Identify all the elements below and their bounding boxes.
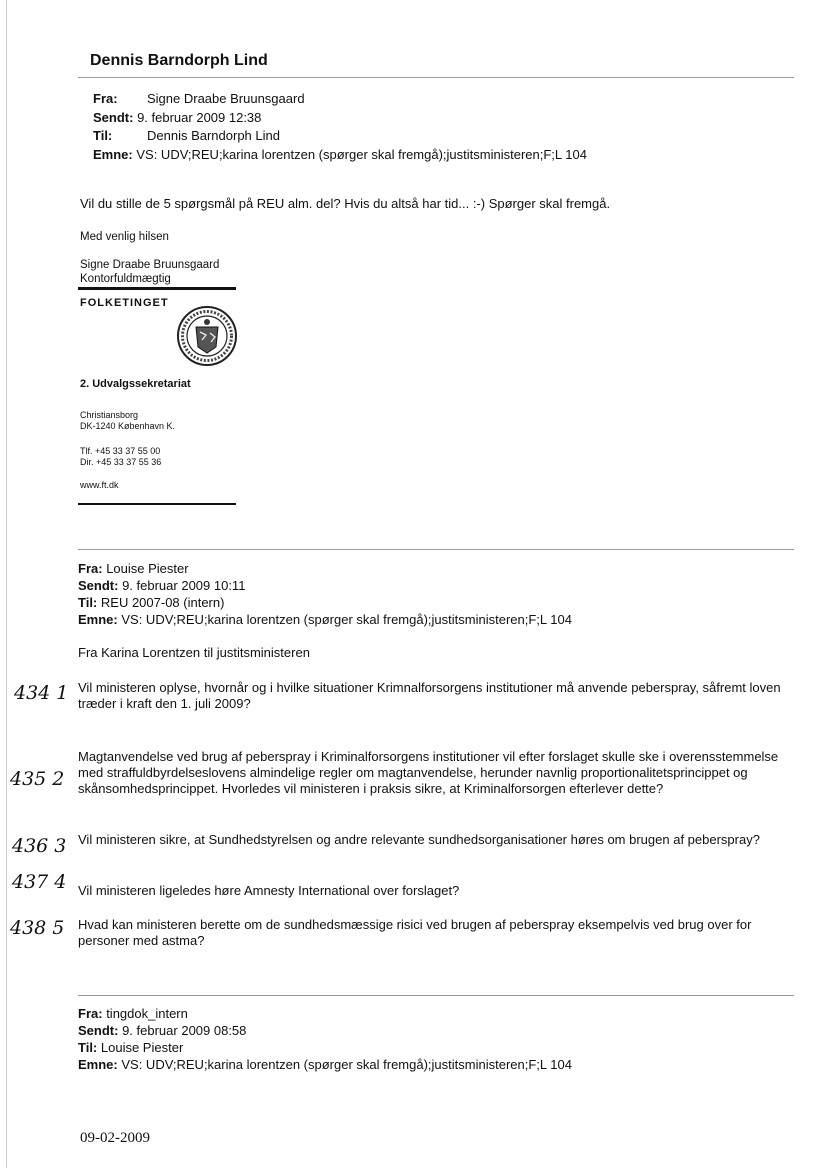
email1-sent: 9. februar 2009 12:38 xyxy=(137,109,262,125)
email1-body: Vil du stille de 5 spørgsmål på REU alm. del? Hvis du altså har tid... :-) Spørger skal fremgå. xyxy=(80,196,611,211)
signature-address2: DK-1240 København K. xyxy=(80,421,176,431)
email3-divider xyxy=(78,995,794,996)
email2-intro: Fra Karina Lorentzen til justitsministeren xyxy=(78,645,310,660)
handwritten-note: 436 3 xyxy=(12,835,67,857)
signature-web: www.ft.dk xyxy=(80,480,119,490)
question-text: Hvad kan ministeren berette om de sundhedsmæssige risici ved brugen af peberspray eksempelvis ved brug over for personer med astma? xyxy=(78,917,752,948)
email3-header: Fra: tingdok_intern Sendt: 9. februar 2009 08:58 Til: Louise Piester Emne: VS: UDV;REU;karina lorentzen (spørger skal fremgå);justitsministeren;F;L 104 xyxy=(78,1006,572,1072)
email1-greeting: Med venlig hilsen xyxy=(80,231,169,243)
page-title: Dennis Barndorph Lind xyxy=(90,52,268,69)
email2-from: Louise Piester xyxy=(106,561,189,576)
email3-to: Louise Piester xyxy=(100,1040,184,1055)
signature-bottom-bar xyxy=(78,503,236,505)
signature-address1: Christiansborg xyxy=(80,410,139,420)
email1-from: Signe Draabe Bruunsgaard xyxy=(147,91,305,106)
footer-date: 09-02-2009 xyxy=(80,1130,150,1146)
email1-subject: VS: UDV;REU;karina lorentzen (spørger skal fremgå);justitsministeren;F;L 104 xyxy=(136,146,587,162)
email2-to: REU 2007-08 (intern) xyxy=(100,595,225,610)
question-text: Vil ministeren ligeledes høre Amnesty International over forslaget? xyxy=(78,883,460,898)
handwritten-note: 437 4 xyxy=(12,871,67,893)
email2-header: Fra: Louise Piester Sendt: 9. februar 2009 10:11 Til: REU 2007-08 (intern) Emne: VS: UDV;REU;karina lorentzen (spørger skal fremgå);justitsministeren;F;L 104 xyxy=(78,561,572,627)
email3-sent: 9. februar 2009 08:58 xyxy=(122,1023,247,1038)
signature-org: FOLKETINGET xyxy=(80,297,169,309)
title-divider xyxy=(78,77,794,78)
question-text: Vil ministeren oplyse, hvornår og i hvilke situationer Krimnalforsorgens institutioner må anvende peberspray, såfremt loven træder i kraft den 1. juli 2009? xyxy=(78,680,781,711)
email2-sent: 9. februar 2009 10:11 xyxy=(122,578,246,593)
email3-subject: VS: UDV;REU;karina lorentzen (spørger skal fremgå);justitsministeren;F;L 104 xyxy=(121,1057,572,1072)
signature-name: Signe Draabe Bruunsgaard xyxy=(80,259,220,271)
handwritten-note: 435 2 xyxy=(10,768,65,790)
email3-from: tingdok_intern xyxy=(106,1006,188,1021)
email2-divider xyxy=(78,549,794,550)
signature-department: 2. Udvalgssekretariat xyxy=(80,378,191,390)
signature-phone: Tlf. +45 33 37 55 00 xyxy=(80,446,161,456)
signature-bar xyxy=(78,287,236,290)
scan-edge-line xyxy=(6,0,7,1168)
question-text: Vil ministeren sikre, at Sundhedstyrelsen og andre relevante sundhedsorganisationer høres om brugen af peberspray? xyxy=(78,832,760,847)
question-text: Magtanvendelse ved brug af peberspray i Kriminalforsorgens institutioner vil efter forslaget skulle ske i overensstemmelse med straffuldbyrdelseslovens almindelige regler om magtanvendelse, herunder navnlig proportionalitetsprincippet og skånsomhedsprincippet. Hvorledes vil ministeren i praksis sikre, at Kriminalforsorgen efterlever dette? xyxy=(78,749,779,796)
handwritten-note: 434 1 xyxy=(14,682,69,704)
folketinget-seal-icon xyxy=(176,305,238,367)
signature-direct: Dir. +45 33 37 55 36 xyxy=(80,457,162,467)
handwritten-note: 438 5 xyxy=(10,917,65,939)
email2-subject: VS: UDV;REU;karina lorentzen (spørger skal fremgå);justitsministeren;F;L 104 xyxy=(121,612,572,627)
email1-header: Fra: Signe Draabe Bruunsgaard Sendt: 9. februar 2009 12:38 Til: Dennis Barndorph Lind Emne: VS: UDV;REU;karina lorentzen (spørger skal fremgå);justitsministeren;F;L 104 xyxy=(93,91,587,162)
email1-to: Dennis Barndorph Lind xyxy=(147,128,280,143)
signature-role: Kontorfuldmægtig xyxy=(80,273,171,285)
